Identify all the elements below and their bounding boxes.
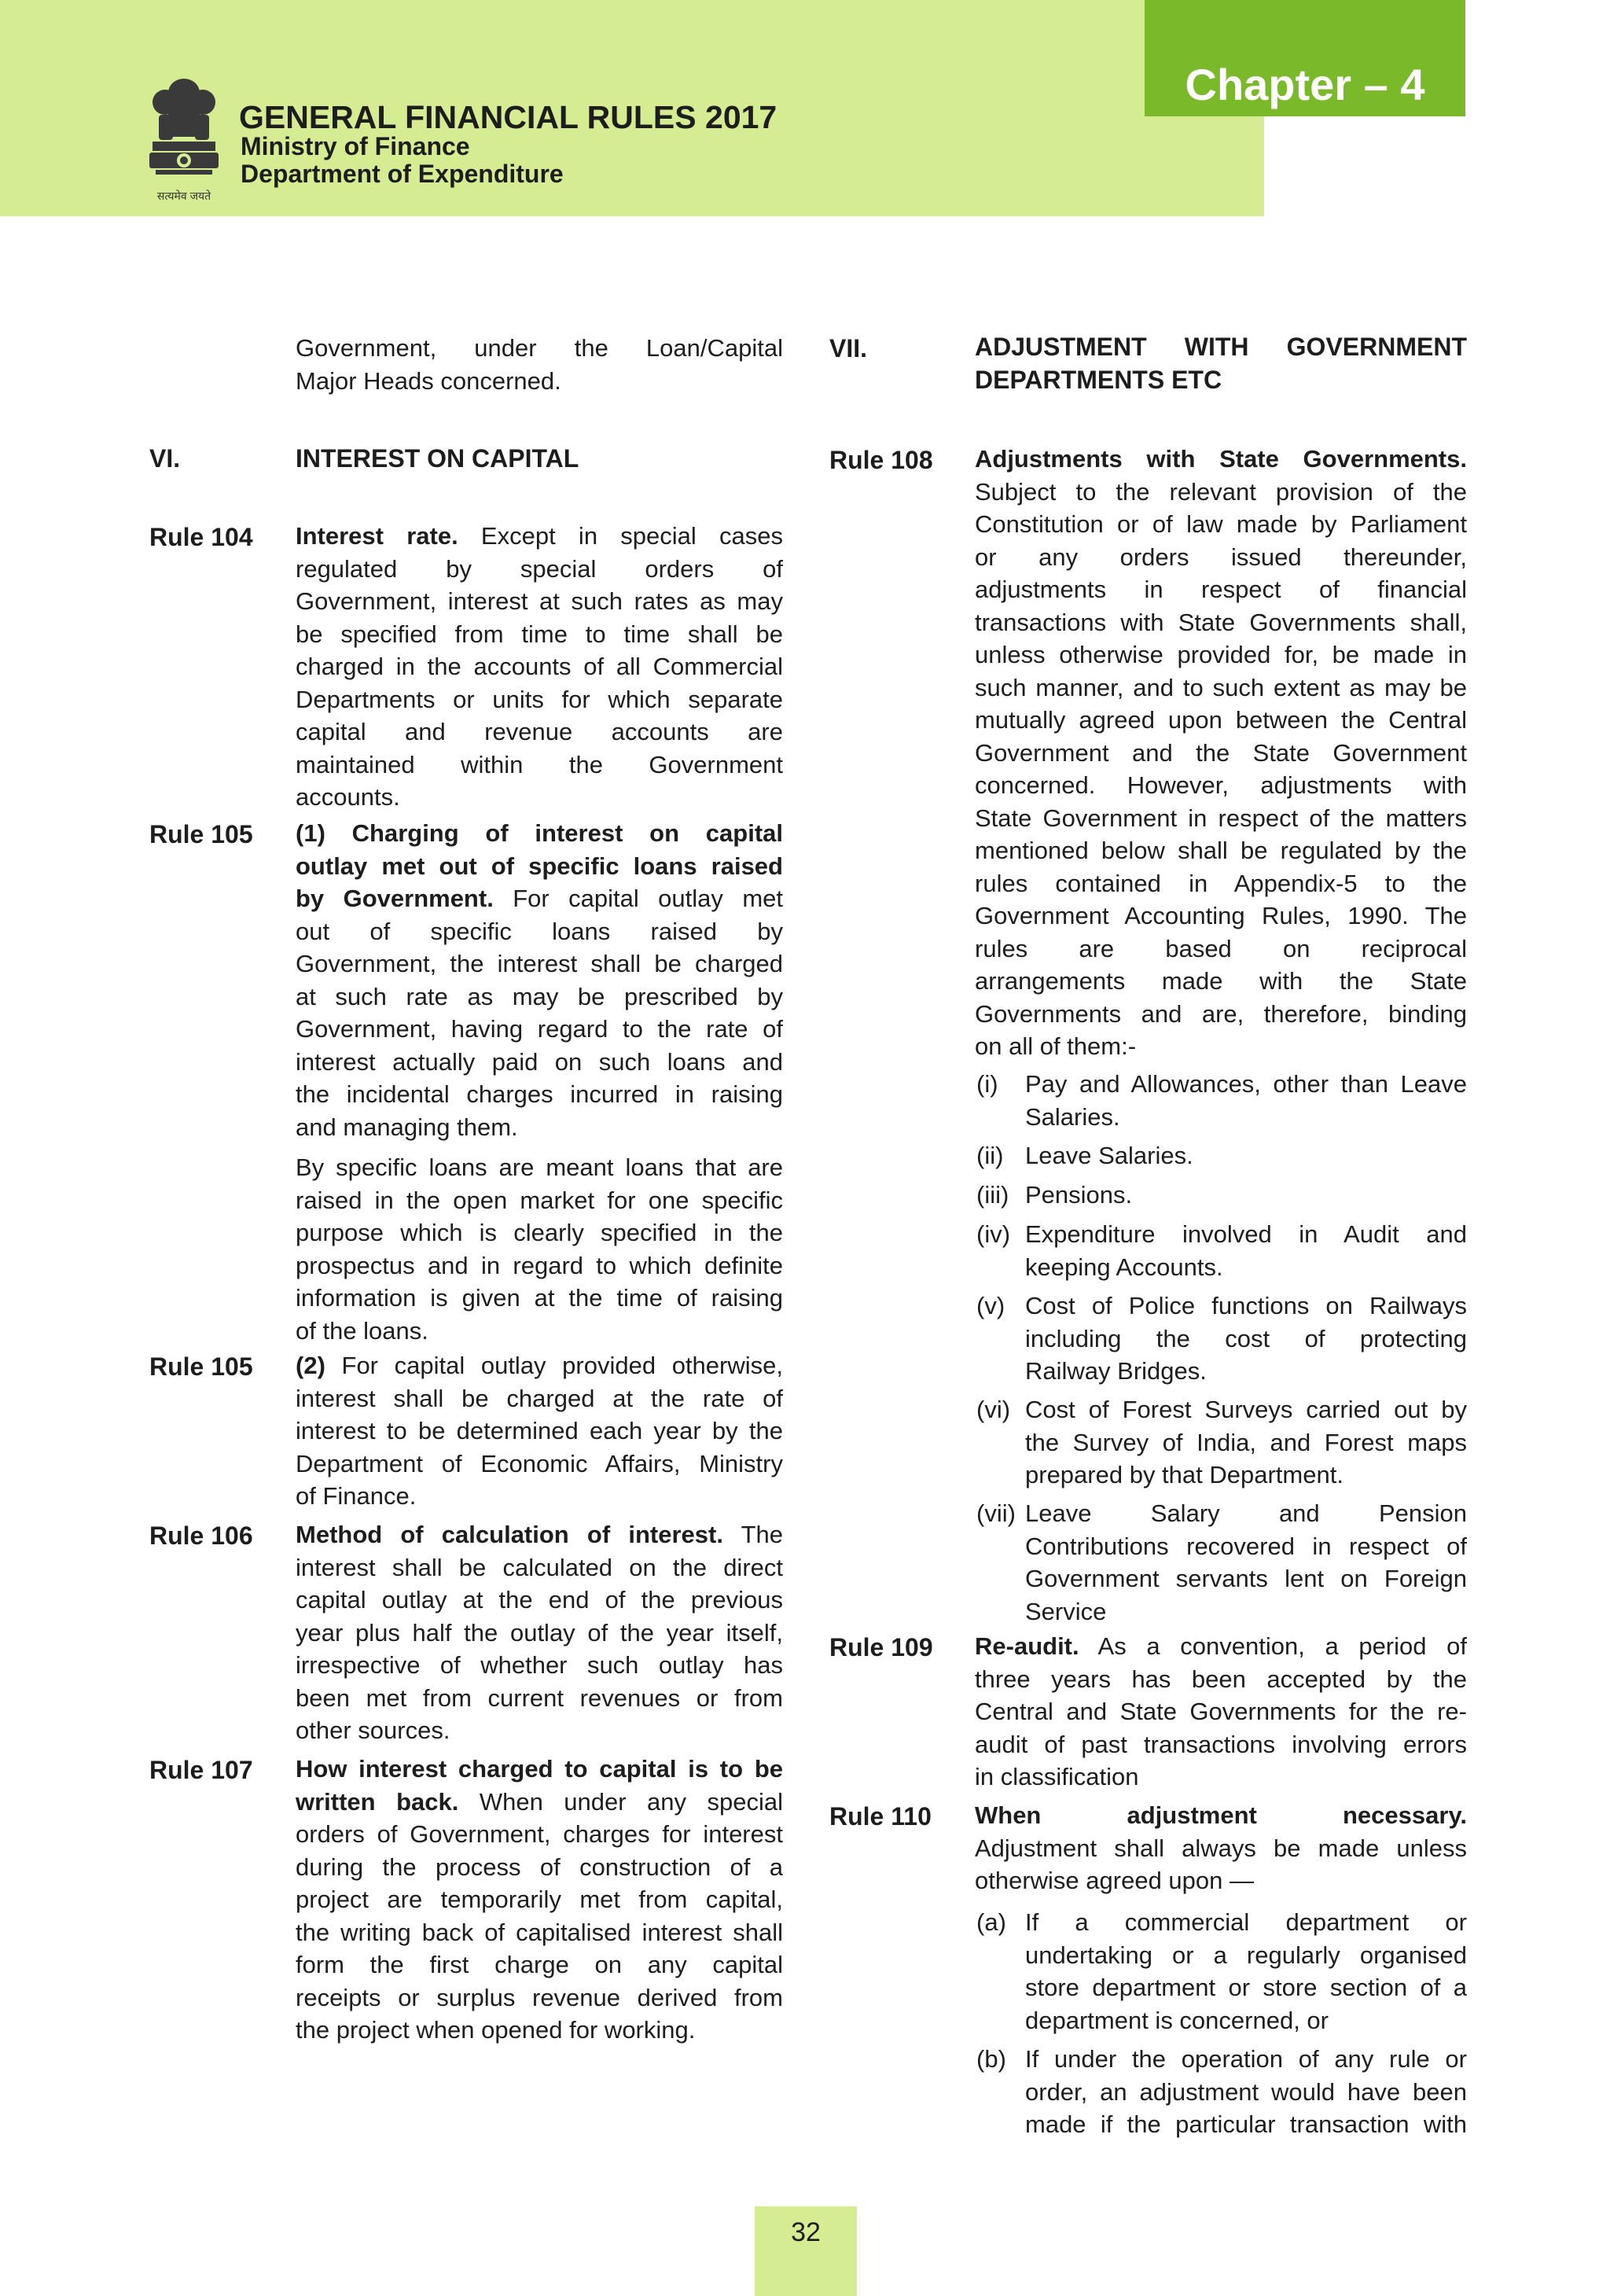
- list-item-number: (b): [976, 2045, 1006, 2073]
- list-item: If under the operation of any rule or order, an adjustment would have been made if the particular transaction with: [1025, 2045, 1467, 2138]
- rule-label: Rule 104: [149, 523, 253, 551]
- rule-text: When adjustment necessary. Adjustment shall always be made unless otherwise agreed upon —: [975, 1801, 1467, 1894]
- list-item: Cost of Police functions on Railways including the cost of protecting Railway Bridges.: [1025, 1292, 1467, 1385]
- rule-label: Rule 110: [829, 1802, 932, 1831]
- rule-label: Rule 105: [149, 1352, 253, 1381]
- list-item-number: (vii): [976, 1499, 1016, 1527]
- rule-text: Re-audit. As a convention, a period of three years has been accepted by the Central and State Governments for the re- audit of past transactions involving errors in classification: [975, 1632, 1467, 1790]
- rule-text: Method of calculation of interest. The interest shall be calculated on the direct capital outlay at the end of the previous year plus half the outlay of the year itself, irrespective of whether such outlay has been met from current revenues or from other sources.: [296, 1521, 783, 1744]
- list-item: Pay and Allowances, other than Leave Salaries.: [1025, 1070, 1467, 1131]
- rule-text: Adjustments with State Governments. Subject to the relevant provision of the Constitution or of law made by Parliament or any orders issued thereunder, adjustments in respect of financial transactions with State Governments shall, unless otherwise provided for, be made in such manner, and to such extent as may be mutually agreed upon between the Central Government and the State Government concerned. However, adjustments with State Government in respect of the matters mentioned below shall be regulated by the rules contained in Appendix-5 to the Government Accounting Rules, 1990. The rules are based on reciprocal arrangements made with the State Governments and are, therefore, binding on all of them:-: [975, 445, 1467, 1060]
- section-number: VI.: [149, 444, 181, 473]
- list-item-number: (ii): [976, 1142, 1004, 1169]
- rule-label: Rule 106: [149, 1521, 253, 1550]
- chapter-tab: Chapter – 4: [1145, 0, 1465, 116]
- list-item: Expenditure involved in Audit and keeping Accounts.: [1025, 1220, 1467, 1281]
- list-item-number: (a): [976, 1908, 1006, 1936]
- rule-label: Rule 107: [149, 1756, 253, 1784]
- emblem-motto: सत्यमेव जयते: [156, 189, 211, 202]
- rule-text: How interest charged to capital is to be written back. When under any special orders of Government, charges for interest during the process of construction of a project are temporarily met from capital, the writing back of capitalised interest shall form the first charge on any capital receipts or surplus revenue derived from the project when opened for working.: [296, 1755, 783, 2044]
- rule-text: (2) For capital outlay provided otherwise, interest shall be charged at the rate of interest to be determined each year by the Department of Economic Affairs, Ministry of Finance.: [296, 1352, 783, 1510]
- section-number: VII.: [829, 334, 868, 362]
- page-number: 32: [755, 2206, 857, 2296]
- rule-paragraph: By specific loans are meant loans that are raised in the open market for one specific purpose which is clearly specified in the prospectus and in regard to which definite information is given at the time of raising of the loans.: [296, 1154, 783, 1345]
- list-item-number: (vi): [976, 1396, 1011, 1423]
- list-item: Pensions.: [1025, 1181, 1133, 1209]
- rule-text: Interest rate. Except in special cases regulated by special orders of Government, interest at such rates as may be specified from time to time shall be charged in the accounts of all Commercial Departments or units for which separate capital and revenue accounts are maintained within the Government accounts.: [296, 522, 784, 811]
- national-emblem-icon: [145, 75, 223, 203]
- department-name: Department of Expenditure: [241, 160, 564, 188]
- section-heading: INTEREST ON CAPITAL: [296, 444, 579, 473]
- rule-label: Rule 108: [829, 446, 933, 474]
- list-item: Leave Salary and Pension Contributions recovered in respect of Government servants lent on Foreign Service: [1025, 1499, 1467, 1625]
- rule-label: Rule 109: [829, 1633, 933, 1661]
- document-title: GENERAL FINANCIAL RULES 2017: [239, 99, 777, 135]
- continuation-text: Government, under the Loan/Capital Major Heads concerned.: [296, 334, 783, 395]
- list-item-number: (i): [976, 1070, 998, 1098]
- rule-text: (1) Charging of interest on capital outlay met out of specific loans raised by Government. For capital outlay met out of specific loans raised by Government, the interest shall be charged at such rate as may be prescribed by Government, having regard to the rate of interest actually paid on such loans and the incidental charges incurred in raising and managing them.: [296, 819, 783, 1141]
- list-item: If a commercial department or undertaking or a regularly organised store department or store section of a department is concerned, or: [1025, 1908, 1467, 2034]
- rule-label: Rule 105: [149, 820, 253, 848]
- list-item: Leave Salaries.: [1025, 1142, 1193, 1169]
- list-item-number: (v): [976, 1292, 1005, 1319]
- list-item-number: (iv): [976, 1220, 1011, 1248]
- list-item-number: (iii): [976, 1181, 1009, 1209]
- section-heading: ADJUSTMENT WITH GOVERNMENT DEPARTMENTS ETC: [975, 333, 1467, 394]
- ministry-name: Ministry of Finance: [241, 132, 470, 160]
- list-item: Cost of Forest Surveys carried out by the Survey of India, and Forest maps prepared by that Department.: [1025, 1396, 1467, 1488]
